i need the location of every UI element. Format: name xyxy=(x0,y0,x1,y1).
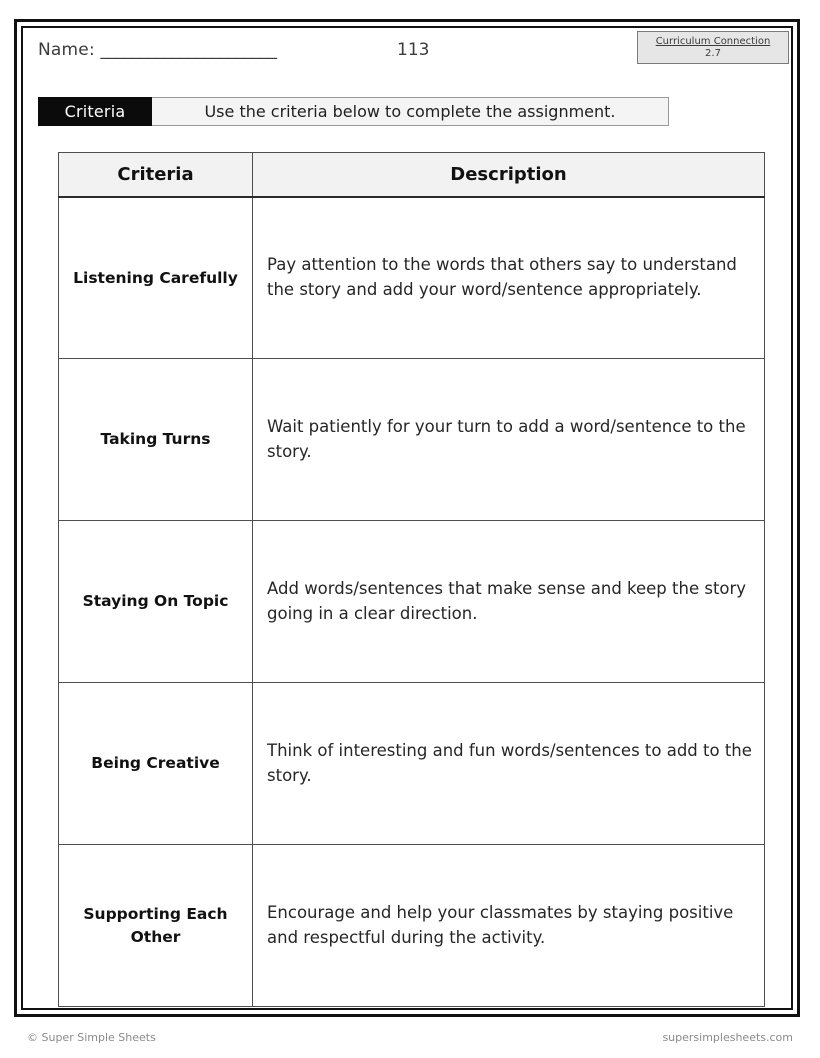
criteria-banner xyxy=(38,97,669,126)
criteria-description: Add words/sentences that make sense and keep the story going in a clear direction. xyxy=(253,521,765,683)
name-blank-line: ______________________ xyxy=(100,40,277,60)
criteria-name: Taking Turns xyxy=(59,359,253,521)
column-header-description: Description xyxy=(253,153,765,197)
criteria-name: Staying On Topic xyxy=(59,521,253,683)
criteria-name: Supporting Each Other xyxy=(59,845,253,1007)
page-footer xyxy=(0,1031,820,1051)
page-number: 113 xyxy=(397,40,430,60)
curriculum-connection-badge xyxy=(637,31,789,64)
criteria-name: Being Creative xyxy=(59,683,253,845)
column-header-criteria: Criteria xyxy=(59,153,253,197)
criteria-description: Pay attention to the words that others say to understand the story and add your word/sentence appropriately. xyxy=(253,197,765,359)
table-row xyxy=(59,683,765,845)
criteria-description: Wait patiently for your turn to add a word/sentence to the story. xyxy=(253,359,765,521)
criteria-description: Think of interesting and fun words/sentences to add to the story. xyxy=(253,683,765,845)
name-label: Name: xyxy=(38,40,95,60)
curriculum-connection-code: 2.7 xyxy=(705,48,721,59)
criteria-instruction-text: Use the criteria below to complete the assignment. xyxy=(152,97,669,126)
copyright-text: © Super Simple Sheets xyxy=(27,1031,156,1044)
table-row xyxy=(59,197,765,359)
criteria-tab-label: Criteria xyxy=(38,97,152,126)
name-field[interactable] xyxy=(38,40,277,60)
table-row xyxy=(59,521,765,683)
table-header-row xyxy=(59,153,765,197)
criteria-table xyxy=(58,152,765,1007)
website-link[interactable]: supersimplesheets.com xyxy=(662,1031,793,1044)
worksheet-content xyxy=(25,30,789,1006)
worksheet-header xyxy=(25,30,789,78)
curriculum-connection-title: Curriculum Connection xyxy=(655,36,771,47)
criteria-description: Encourage and help your classmates by staying positive and respectful during the activity. xyxy=(253,845,765,1007)
table-row xyxy=(59,359,765,521)
table-row xyxy=(59,845,765,1007)
criteria-name: Listening Carefully xyxy=(59,197,253,359)
